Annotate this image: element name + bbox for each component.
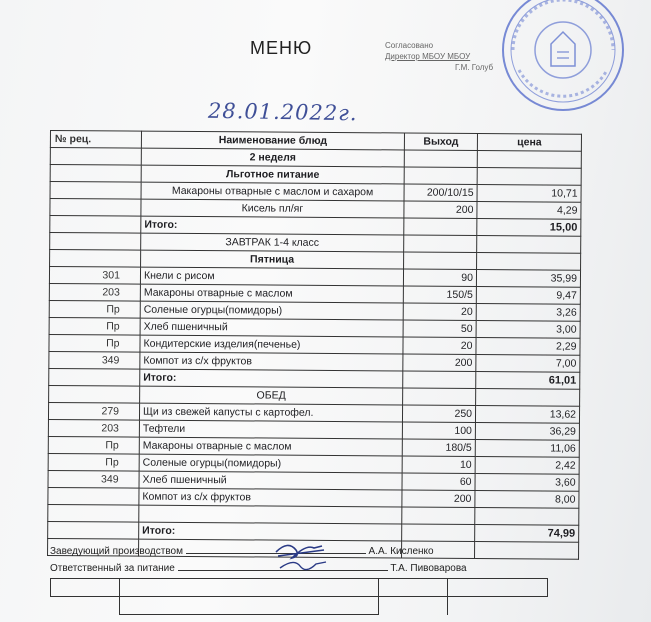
dish-name: Соленые огурцы(помидоры)	[139, 454, 402, 473]
dish-output: 200	[403, 354, 476, 372]
recipe-code	[48, 487, 139, 505]
dish-price: 2,42	[475, 456, 579, 474]
dish-name: Кондитерские изделия(печенье)	[140, 335, 403, 354]
lgot-total-value: 15,00	[477, 218, 581, 236]
recipe-code: 279	[48, 402, 139, 420]
dish-price: 35,99	[476, 269, 580, 287]
responsible-name: Т.А. Пивоварова	[390, 563, 467, 574]
breakfast-total-value: 61,01	[476, 371, 580, 389]
dish-name: Макароны отварные с маслом	[140, 284, 403, 303]
lunch-total-label: Итого:	[139, 522, 402, 541]
day-label: Пятница	[141, 250, 404, 269]
dish-output: 50	[403, 320, 476, 338]
dish-name: Макароны отварные с маслом и сахаром	[141, 182, 404, 201]
recipe-code: 301	[49, 267, 140, 285]
dish-price: 11,06	[475, 439, 579, 457]
recipe-code: Пр	[49, 317, 140, 335]
dish-output: 20	[403, 303, 476, 321]
dish-price: 13,62	[475, 405, 579, 423]
breakfast-total-label: Итого:	[140, 369, 403, 388]
footer-responsible	[50, 563, 467, 574]
recipe-code: Пр	[49, 334, 140, 352]
dish-name: Тефтели	[139, 420, 402, 439]
lgot-section-title: Льготное питание	[141, 165, 404, 184]
dish-name: Кнели с рисом	[140, 267, 403, 286]
col-header-code: № рец.	[50, 131, 141, 149]
recipe-code	[50, 182, 141, 200]
recipe-code: Пр	[49, 300, 140, 318]
dish-name: Макароны отварные с маслом	[139, 437, 402, 456]
breakfast-title: ЗАВТРАК 1-4 класс	[141, 233, 404, 252]
dish-price: 2,29	[476, 337, 580, 355]
recipe-code: 349	[48, 470, 139, 488]
official-stamp	[499, 0, 627, 114]
dish-output: 100	[402, 422, 475, 440]
lgot-total-label: Итого:	[141, 216, 404, 235]
dish-name: Щи из свежей капусты с картофел.	[139, 403, 402, 422]
col-header-price: цена	[477, 133, 581, 151]
dish-price: 3,26	[476, 303, 580, 321]
col-header-name: Наименование блюд	[141, 131, 404, 150]
recipe-code	[50, 199, 141, 217]
dish-output: 250	[402, 405, 475, 423]
lgot-items	[50, 182, 581, 220]
footer-manager	[50, 546, 434, 557]
menu-date: 28.01.2022г.	[207, 98, 358, 126]
dish-output: 150/5	[403, 286, 476, 304]
dish-price: 36,29	[475, 422, 579, 440]
dish-name: Хлеб пшеничный	[139, 471, 402, 490]
dish-name: Хлеб пшеничный	[140, 318, 403, 337]
dish-output: 180/5	[402, 439, 475, 457]
lunch-total-value: 74,99	[475, 524, 579, 542]
dish-price: 3,60	[475, 473, 579, 491]
dish-price: 3,00	[476, 320, 580, 338]
dish-name: Компот из с/х фруктов	[139, 488, 402, 507]
approval-block	[385, 40, 493, 73]
week-label: 2 неделя	[141, 148, 404, 167]
signature-manager	[270, 536, 330, 580]
manager-label: Заведующий производством	[50, 546, 183, 557]
recipe-code: Пр	[48, 453, 139, 471]
footer-grid	[50, 578, 548, 615]
dish-name: Соленые огурцы(помидоры)	[140, 301, 403, 320]
dish-output: 10	[402, 456, 475, 474]
dish-output: 20	[403, 337, 476, 355]
approval-line-1: Согласовано	[385, 41, 434, 50]
dish-output: 200/10/15	[404, 184, 477, 202]
manager-name: А.А. Кисленко	[368, 546, 434, 557]
dish-output: 200	[402, 490, 475, 508]
recipe-code: 203	[48, 419, 139, 437]
dish-price: 7,00	[476, 354, 580, 372]
dish-name: Кисель пл/яг	[141, 199, 404, 218]
recipe-code: Пр	[48, 436, 139, 454]
dish-price: 8,00	[475, 490, 579, 508]
dish-price: 10,71	[477, 184, 581, 202]
approval-line-2: Директор МБОУ МБОУ	[385, 52, 471, 61]
dish-name: Компот из с/х фруктов	[140, 352, 403, 371]
dish-output: 200	[404, 201, 477, 219]
col-header-output: Выход	[404, 133, 477, 151]
breakfast-items	[49, 267, 581, 373]
dish-output: 90	[403, 269, 476, 287]
dish-price: 9,47	[476, 286, 580, 304]
lunch-title: ОБЕД	[140, 386, 403, 405]
document-title: МЕНЮ	[250, 38, 313, 58]
responsible-label: Ответственный за питание	[50, 563, 175, 574]
recipe-code: 203	[49, 283, 140, 301]
menu-table	[47, 130, 582, 560]
approval-line-3: Г.М. Голуб	[455, 63, 494, 72]
recipe-code: 349	[49, 351, 140, 369]
dish-price: 4,29	[477, 201, 581, 219]
lunch-items	[48, 402, 580, 508]
dish-output: 60	[402, 473, 475, 491]
